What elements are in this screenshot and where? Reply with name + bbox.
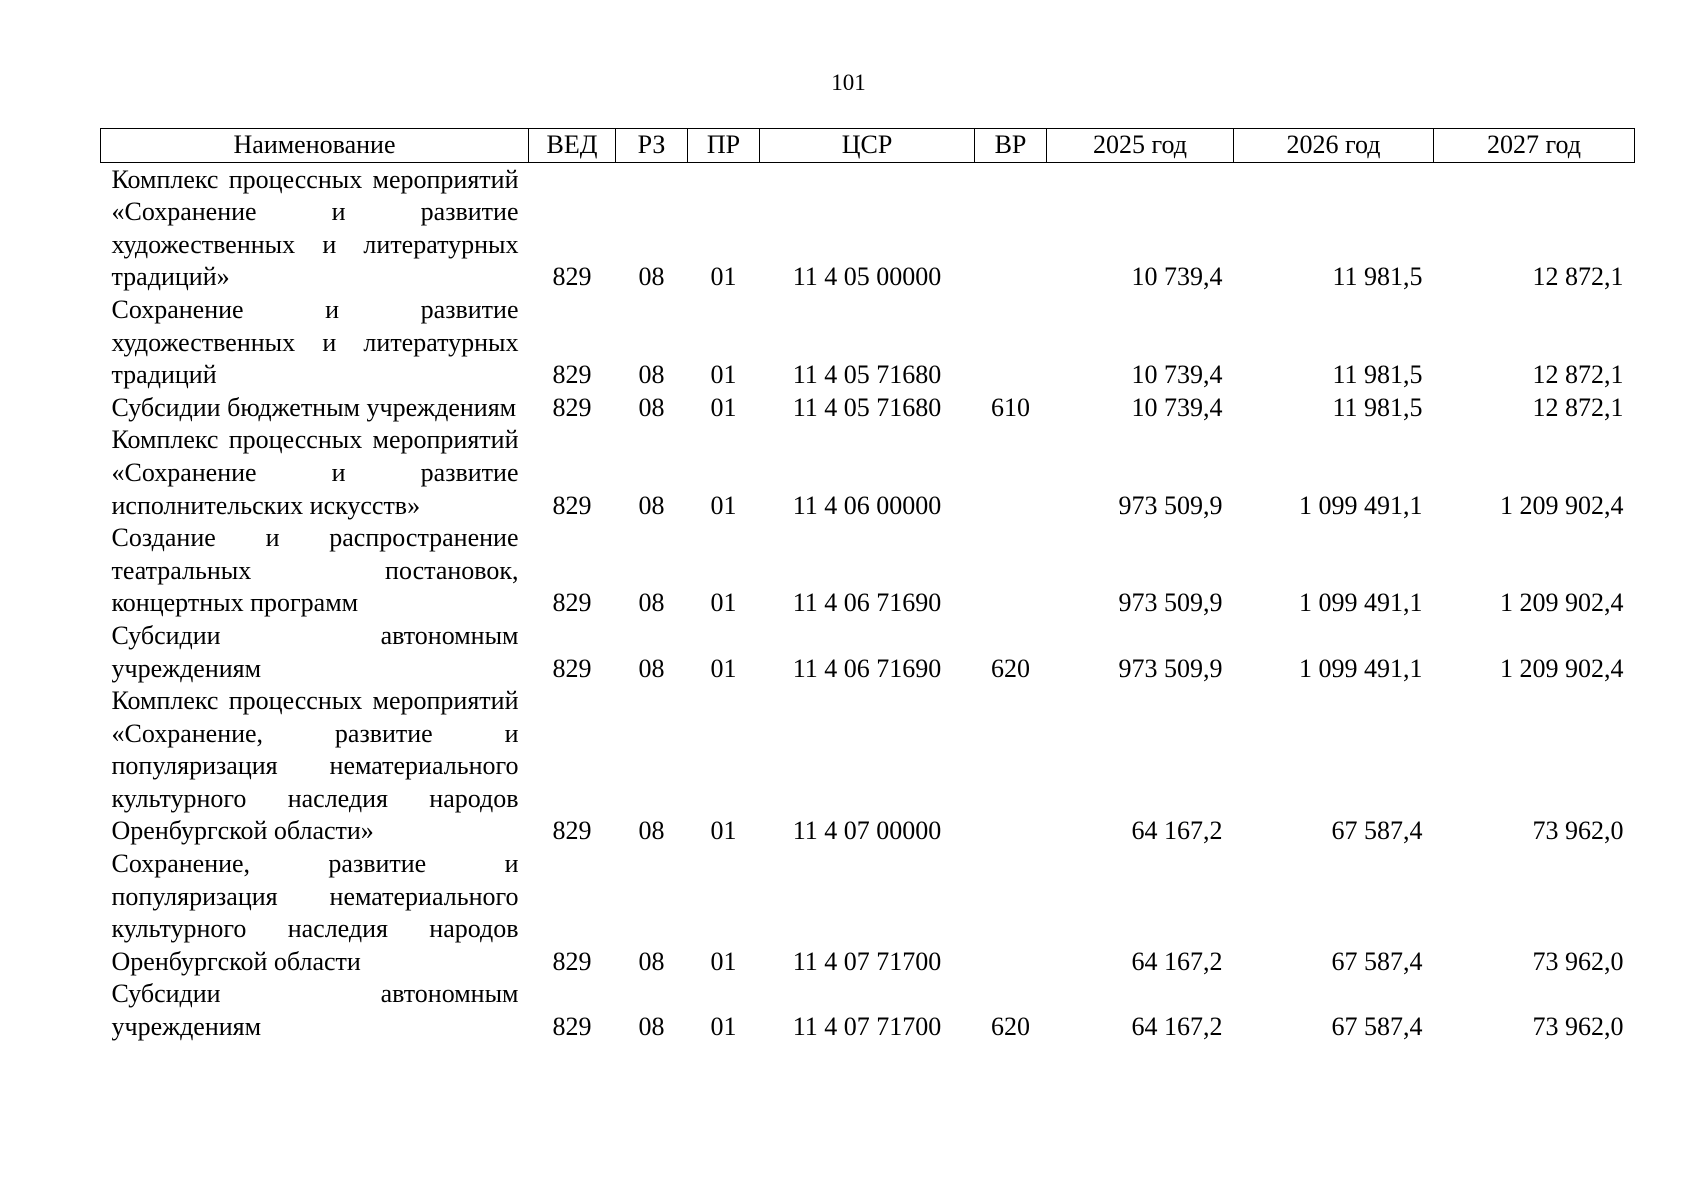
cell-2026: 67 587,4 bbox=[1331, 816, 1423, 846]
table-row bbox=[101, 848, 1635, 978]
cell-rz: 08 bbox=[638, 588, 665, 618]
cell-csr: 11 4 06 71690 bbox=[792, 653, 942, 683]
cell-2027: 73 962,0 bbox=[1532, 816, 1624, 846]
cell-pr: 01 bbox=[710, 816, 737, 846]
cell-name: Сохранение, развитие и популяризация нематериального культурного наследия народов Оренбургской области bbox=[111, 849, 519, 976]
cell-csr: 11 4 06 71690 bbox=[792, 588, 942, 618]
cell-rz: 08 bbox=[638, 1012, 665, 1042]
header-2027: 2027 год bbox=[1434, 129, 1635, 163]
cell-rz: 08 bbox=[638, 360, 665, 390]
cell-2027: 1 209 902,4 bbox=[1500, 490, 1624, 520]
header-2025: 2025 год bbox=[1047, 129, 1234, 163]
cell-vr bbox=[975, 522, 1047, 620]
header-name: Наименование bbox=[101, 129, 529, 163]
cell-ved: 829 bbox=[552, 392, 592, 422]
cell-2025: 10 739,4 bbox=[1131, 360, 1223, 390]
cell-2025: 64 167,2 bbox=[1131, 1012, 1223, 1042]
table-row bbox=[101, 978, 1635, 1043]
cell-ved: 829 bbox=[552, 490, 592, 520]
cell-csr: 11 4 07 71700 bbox=[792, 1012, 942, 1042]
cell-2025: 973 509,9 bbox=[1118, 653, 1223, 683]
table-row bbox=[101, 294, 1635, 392]
header-csr: ЦСР bbox=[760, 129, 975, 163]
cell-vr bbox=[975, 848, 1047, 978]
cell-name: Создание и распространение театральных постановок, концертных программ bbox=[111, 523, 519, 618]
header-2026: 2026 год bbox=[1234, 129, 1434, 163]
cell-2026: 1 099 491,1 bbox=[1299, 490, 1423, 520]
cell-rz: 08 bbox=[638, 392, 665, 422]
cell-2027: 73 962,0 bbox=[1532, 1012, 1624, 1042]
cell-pr: 01 bbox=[710, 262, 737, 292]
table-row bbox=[101, 685, 1635, 848]
cell-name: Комплекс процессных мероприятий «Сохранение и развитие исполнительских искусств» bbox=[111, 425, 519, 520]
cell-pr: 01 bbox=[710, 392, 737, 422]
cell-2026: 1 099 491,1 bbox=[1299, 653, 1423, 683]
cell-vr: 620 bbox=[991, 1012, 1030, 1042]
cell-vr: 620 bbox=[991, 653, 1030, 683]
cell-2025: 10 739,4 bbox=[1131, 392, 1223, 422]
table-row bbox=[101, 162, 1635, 294]
cell-2027: 12 872,1 bbox=[1532, 360, 1624, 390]
cell-vr bbox=[975, 685, 1047, 848]
cell-pr: 01 bbox=[710, 360, 737, 390]
cell-csr: 11 4 07 71700 bbox=[792, 946, 942, 976]
cell-ved: 829 bbox=[552, 946, 592, 976]
cell-csr: 11 4 07 00000 bbox=[792, 816, 942, 846]
cell-vr bbox=[975, 294, 1047, 392]
cell-2027: 12 872,1 bbox=[1532, 262, 1624, 292]
cell-2026: 11 981,5 bbox=[1332, 360, 1423, 390]
cell-csr: 11 4 05 71680 bbox=[792, 392, 942, 422]
cell-ved: 829 bbox=[552, 653, 592, 683]
cell-rz: 08 bbox=[638, 653, 665, 683]
cell-2027: 73 962,0 bbox=[1532, 946, 1624, 976]
cell-2025: 64 167,2 bbox=[1131, 816, 1223, 846]
header-ved: ВЕД bbox=[529, 129, 616, 163]
cell-2026: 67 587,4 bbox=[1331, 1012, 1423, 1042]
cell-2027: 1 209 902,4 bbox=[1500, 653, 1624, 683]
cell-vr bbox=[975, 162, 1047, 294]
cell-ved: 829 bbox=[552, 1012, 592, 1042]
cell-rz: 08 bbox=[638, 262, 665, 292]
table-row bbox=[101, 424, 1635, 522]
cell-ved: 829 bbox=[552, 262, 592, 292]
cell-rz: 08 bbox=[638, 490, 665, 520]
cell-2026: 1 099 491,1 bbox=[1299, 588, 1423, 618]
cell-name: Субсидии автономным учреждениям bbox=[111, 979, 519, 1042]
cell-csr: 11 4 06 00000 bbox=[792, 490, 942, 520]
cell-ved: 829 bbox=[552, 360, 592, 390]
cell-name: Сохранение и развитие художественных и литературных традиций bbox=[111, 294, 519, 390]
cell-2026: 67 587,4 bbox=[1331, 946, 1423, 976]
cell-rz: 08 bbox=[638, 946, 665, 976]
header-vr: ВР bbox=[975, 129, 1047, 163]
cell-rz: 08 bbox=[638, 816, 665, 846]
cell-ved: 829 bbox=[552, 816, 592, 846]
header-rz: РЗ bbox=[616, 129, 688, 163]
cell-pr: 01 bbox=[710, 490, 737, 520]
cell-name: Комплекс процессных мероприятий «Сохранение, развитие и популяризация нематериального культурного наследия народов Оренбургской области» bbox=[111, 686, 519, 846]
cell-2026: 11 981,5 bbox=[1332, 392, 1423, 422]
cell-ved: 829 bbox=[552, 588, 592, 618]
cell-vr: 610 bbox=[991, 392, 1030, 422]
cell-pr: 01 bbox=[710, 588, 737, 618]
table-header-row bbox=[101, 129, 1635, 163]
cell-name: Комплекс процессных мероприятий «Сохранение и развитие художественных и литературных традиций» bbox=[111, 164, 519, 292]
cell-name: Субсидии бюджетным учреждениям bbox=[111, 392, 517, 422]
cell-2025: 64 167,2 bbox=[1131, 946, 1223, 976]
cell-2027: 12 872,1 bbox=[1532, 392, 1624, 422]
page-number: 101 bbox=[831, 70, 866, 95]
cell-csr: 11 4 05 71680 bbox=[792, 360, 942, 390]
cell-name: Субсидии автономным учреждениям bbox=[111, 620, 519, 683]
cell-pr: 01 bbox=[710, 1012, 737, 1042]
cell-2025: 10 739,4 bbox=[1131, 262, 1223, 292]
cell-2027: 1 209 902,4 bbox=[1500, 588, 1624, 618]
cell-2025: 973 509,9 bbox=[1118, 490, 1223, 520]
table-row bbox=[101, 522, 1635, 620]
cell-pr: 01 bbox=[710, 946, 737, 976]
cell-csr: 11 4 05 00000 bbox=[792, 262, 942, 292]
header-pr: ПР bbox=[688, 129, 760, 163]
budget-table bbox=[100, 128, 1635, 1044]
cell-2025: 973 509,9 bbox=[1118, 588, 1223, 618]
cell-vr bbox=[975, 424, 1047, 522]
table-row bbox=[101, 392, 1635, 425]
table-row bbox=[101, 620, 1635, 685]
cell-2026: 11 981,5 bbox=[1332, 262, 1423, 292]
cell-pr: 01 bbox=[710, 653, 737, 683]
